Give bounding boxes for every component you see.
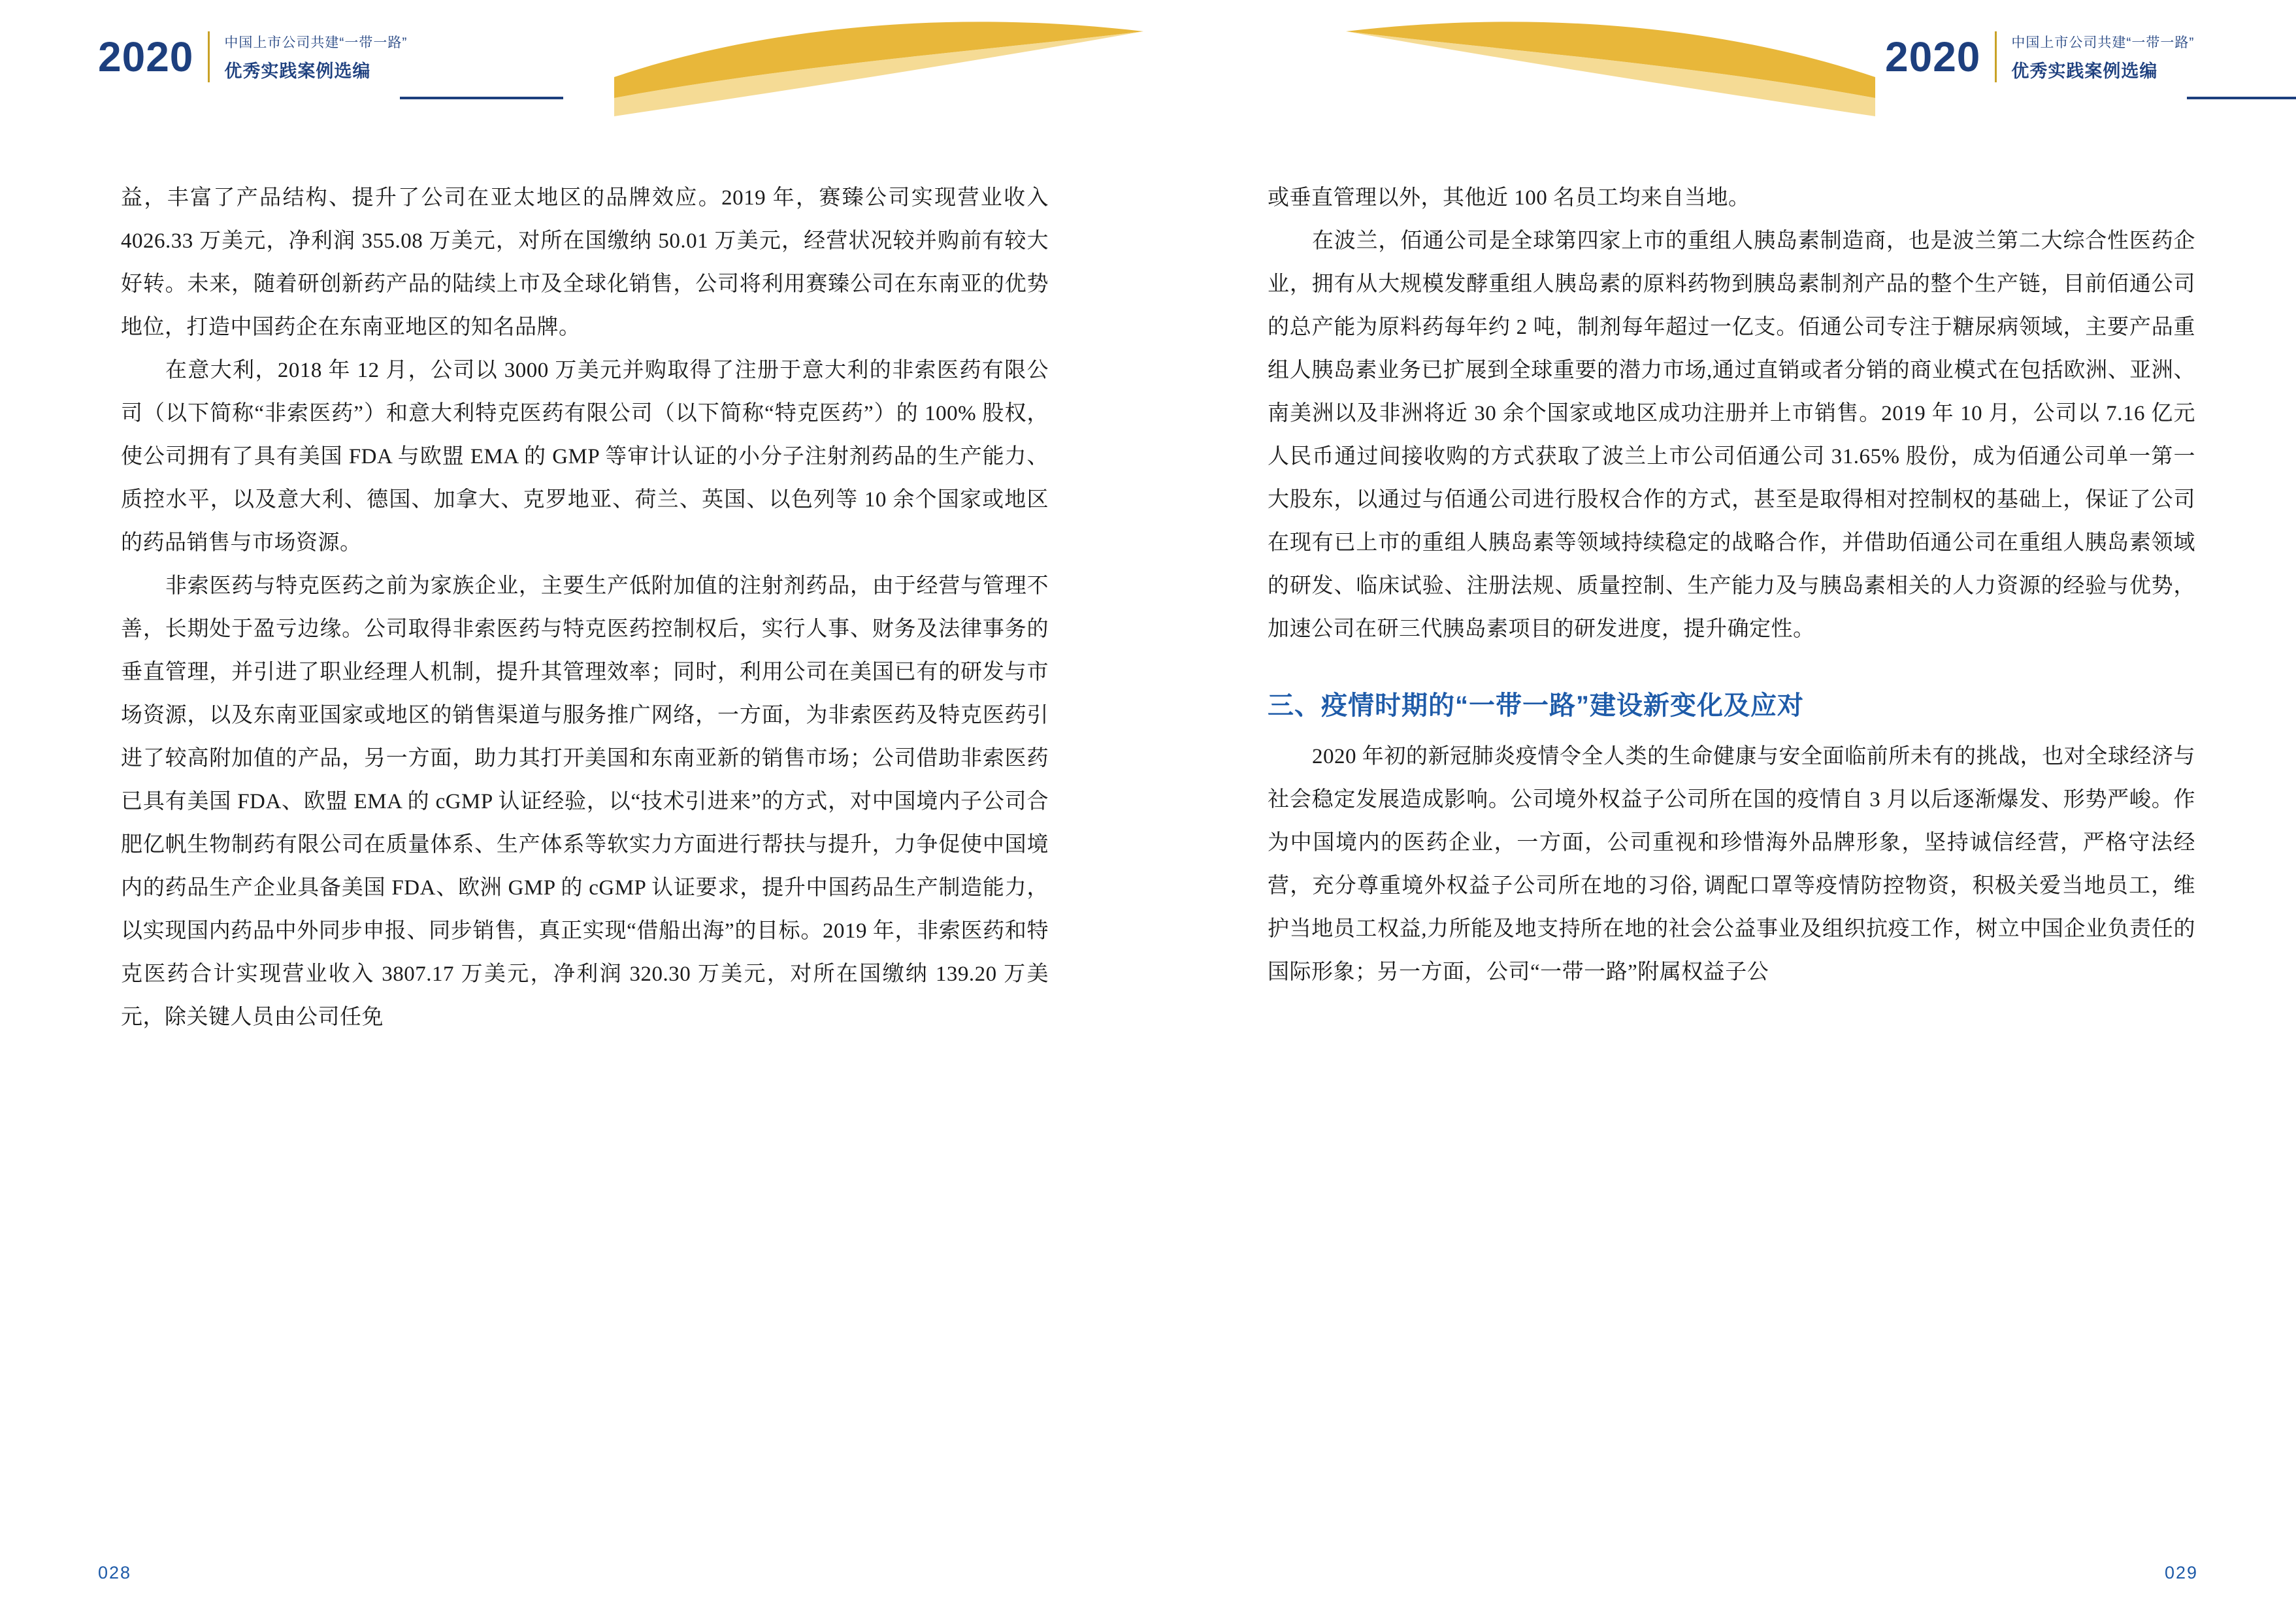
- brand-divider: [1995, 31, 1997, 82]
- brand-title: 优秀实践案例选编: [2011, 61, 2158, 81]
- page-number-right: 029: [2164, 1563, 2198, 1582]
- gold-swoosh-left-icon: [614, 0, 1281, 134]
- right-page-body: [1268, 176, 2195, 994]
- paragraph: 在波兰，佰通公司是全球第四家上市的重组人胰岛素制造商，也是波兰第二大综合性医药企业，拥有从大规模发酵重组人胰岛素的原料药物到胰岛素制剂产品的整个生产链，目前佰通公司的总产能为原料药每年约 2 吨，制剂每年超过一亿支。佰通公司专注于糖尿病领域，主要产品重组人胰岛素业务已扩展到全球重要的潜力市场,通过直销或者分销的商业模式在包括欧洲、亚洲、南美洲以及非洲将近 30 余个国家或地区成功注册并上市销售。2019 年 10 月，公司以 7.16 亿元人民币通过间接收购的方式获取了波兰上市公司佰通公司 31.65% 股份，成为佰通公司单一第一大股东，以通过与佰通公司进行股权合作的方式，甚至是取得相对控制权的基础上，保证了公司在现有已上市的重组人胰岛素等领域持续稳定的战略合作，并借助佰通公司在重组人胰岛素领域的研发、临床试验、注册法规、质量控制、生产能力及与胰岛素相关的人力资源的经验与优势，加速公司在研三代胰岛素项目的研发进度，提升确定性。: [1268, 229, 2195, 641]
- page-number-left: 028: [98, 1563, 132, 1582]
- left-page-body: [121, 176, 1049, 1039]
- brand-subtitle: 中国上市公司共建“一带一路”: [224, 35, 408, 50]
- brand-mark-right: [1885, 31, 2194, 82]
- paragraph: 在意大利，2018 年 12 月，公司以 3000 万美元并购取得了注册于意大利的非索医药有限公司（以下简称“非索医药”）和意大利特克医药有限公司（以下简称“特克医药”）的 100% 股权，使公司拥有了具有美国 FDA 与欧盟 EMA 的 GMP 等审计认证的小分子注射剂药品的生产能力、质控水平，以及意大利、德国、加拿大、克罗地亚、荷兰、英国、以色列等 10 余个国家或地区的药品销售与市场资源。: [121, 359, 1049, 555]
- brand-subtitle: 中国上市公司共建“一带一路”: [2011, 35, 2195, 50]
- paragraph: 益，丰富了产品结构、提升了公司在亚太地区的品牌效应。2019 年，赛臻公司实现营业收入 4026.33 万美元，净利润 355.08 万美元，对所在国缴纳 50.01 万美元，经营状况较并购前有较大好转。未来，随着研创新药产品的陆续上市及全球化销售，公司将利用赛臻公司在东南亚的优势地位，打造中国药企在东南亚地区的知名品牌。: [121, 186, 1049, 339]
- gold-swoosh-right-icon: [1209, 0, 1875, 134]
- section-heading: 三、疫情时期的“一带一路”建设新变化及应对: [1268, 691, 1804, 720]
- brand-mark-left: [98, 31, 407, 82]
- paragraph: 或垂直管理以外，其他近 100 名员工均来自当地。: [1268, 186, 1750, 210]
- brand-year: 2020: [98, 33, 194, 80]
- brand-underline-left: [400, 97, 563, 99]
- paragraph: 非索医药与特克医药之前为家族企业，主要生产低附加值的注射剂药品，由于经营与管理不善，长期处于盈亏边缘。公司取得非索医药与特克医药控制权后，实行人事、财务及法律事务的垂直管理，并引进了职业经理人机制，提升其管理效率；同时，利用公司在美国已有的研发与市场资源，以及东南亚国家或地区的销售渠道与服务推广网络，一方面，为非索医药及特克医药引进了较高附加值的产品，另一方面，助力其打开美国和东南亚新的销售市场；公司借助非索医药已具有美国 FDA、欧盟 EMA 的 cGMP 认证经验，以“技术引进来”的方式，对中国境内子公司合肥亿帆生物制药有限公司在质量体系、生产体系等软实力方面进行帮扶与提升，力争促使中国境内的药品生产企业具备美国 FDA、欧洲 GMP 的 cGMP 认证要求，提升中国药品生产制造能力，以实现国内药品中外同步申报、同步销售，真正实现“借船出海”的目标。2019 年，非索医药和特克医药合计实现营业收入 3807.17 万美元，净利润 320.30 万美元，对所在国缴纳 139.20 万美元，除关键人员由公司任免: [121, 574, 1049, 1029]
- brand-year: 2020: [1885, 33, 1981, 80]
- page-header: [0, 0, 2296, 134]
- paragraph: 2020 年初的新冠肺炎疫情令全人类的生命健康与安全面临前所未有的挑战，也对全球经济与社会稳定发展造成影响。公司境外权益子公司所在国的疫情自 3 月以后逐渐爆发、形势严峻。作为中国境内的医药企业，一方面，公司重视和珍惜海外品牌形象，坚持诚信经营，严格守法经营，充分尊重境外权益子公司所在地的习俗, 调配口罩等疫情防控物资，积极关爱当地员工，维护当地员工权益,力所能及地支持所在地的社会公益事业及组织抗疫工作，树立中国企业负责任的国际形象；另一方面，公司“一带一路”附属权益子公: [1268, 745, 2195, 984]
- brand-divider: [208, 31, 210, 82]
- brand-underline-right: [2187, 97, 2296, 99]
- brand-title: 优秀实践案例选编: [224, 61, 371, 81]
